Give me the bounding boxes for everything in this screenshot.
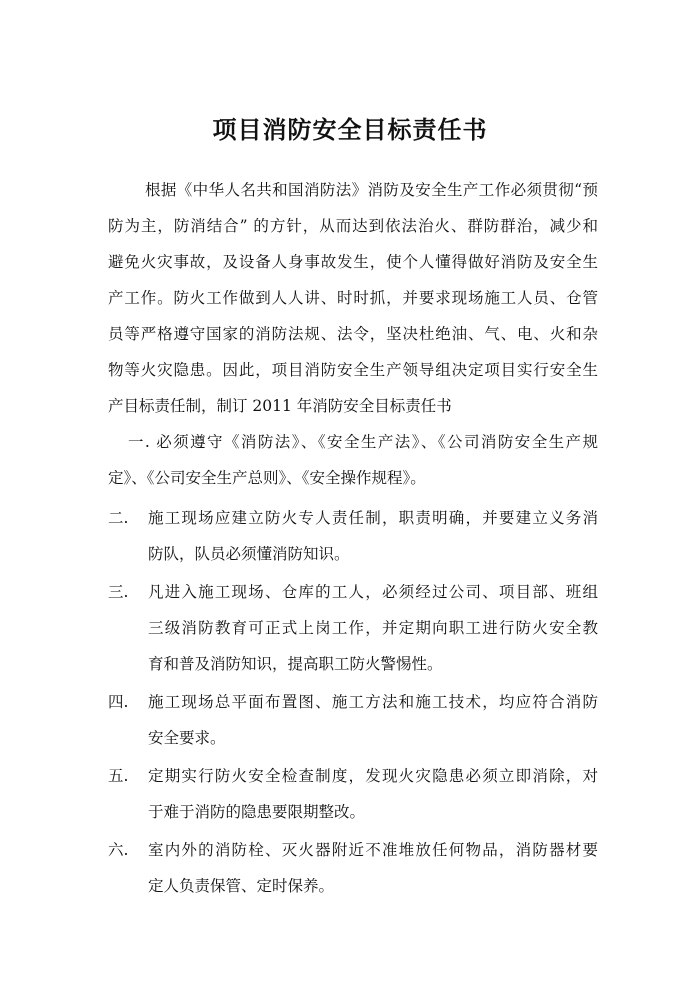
list-item-line: 三级消防教育可正式上岗工作，并定期向职工进行防火安全教 [148,619,598,637]
list-item-line: 室内外的消防栓、灭火器附近不准堆放任何物品，消防器材要 [148,841,598,859]
list-item-five [108,758,598,830]
list-item-number: 二. [108,509,129,527]
list-item-line: 定》、《公司安全生产总则》、《安全操作规程》。 [108,469,426,487]
list-item-four [108,684,598,756]
document-title: 项目消防安全目标责任书 [212,115,488,144]
list-item-line: 施工现场应建立防火专人责任制，职责明确，并要建立义务消 [148,509,598,527]
document-body [108,172,598,904]
list-item-line: 定人负责保管、定时保养。 [148,877,335,895]
intro-paragraph [108,172,598,424]
list-item-two [108,500,598,572]
list-item-number: 五. [108,767,129,785]
intro-line: 产目标责任制，制订 2011 年消防安全目标责任书 [108,397,452,415]
intro-line: 防为主，防消结合” 的方针，从而达到依法治火、群防群治，减少和 [108,217,598,235]
list-item-text [148,832,598,904]
list-item-line: 于难于消防的隐患要限期整改。 [148,803,366,821]
list-item-text [148,574,598,682]
list-item-line: 凡进入施工现场、仓库的工人，必须经过公司、项目部、班组 [148,583,598,601]
list-item-six [108,832,598,904]
intro-line: 根据《中华人名共和国消防法》消防及安全生产工作必须贯彻“预 [145,181,598,199]
intro-line: 产工作。防火工作做到人人讲、时时抓，并要求现场施工人员、仓管 [108,289,598,307]
list-item-line: 施工现场总平面布置图、施工方法和施工技术，均应符合消防 [148,693,598,711]
list-item-one [108,424,598,496]
list-item-line: 安全要求。 [148,729,226,747]
intro-line: 物等火灾隐患。因此，项目消防安全生产领导组决定项目实行安全生 [108,361,598,379]
list-item-number: 三. [108,583,129,601]
list-item-text [148,684,598,756]
list-item-line: 防队，队员必须懂消防知识。 [148,545,350,563]
list-item-number: 四. [108,693,129,711]
list-item-text [148,500,598,572]
intro-line: 避免火灾事故，及设备人身事故发生，使个人懂得做好消防及安全生 [108,253,598,271]
list-item-text [148,758,598,830]
list-item-number: 六. [108,841,129,859]
list-item-three [108,574,598,682]
list-item-line: 一. 必须遵守《消防法》、《安全生产法》、《公司消防安全生产规 [128,433,598,451]
list-item-line: 定期实行防火安全检查制度，发现火灾隐患必须立即消除，对 [148,767,598,785]
intro-line: 员等严格遵守国家的消防法规、法令，坚决杜绝油、气、电、火和杂 [108,325,598,343]
list-item-line: 育和普及消防知识，提高职工防火警惕性。 [148,655,443,673]
